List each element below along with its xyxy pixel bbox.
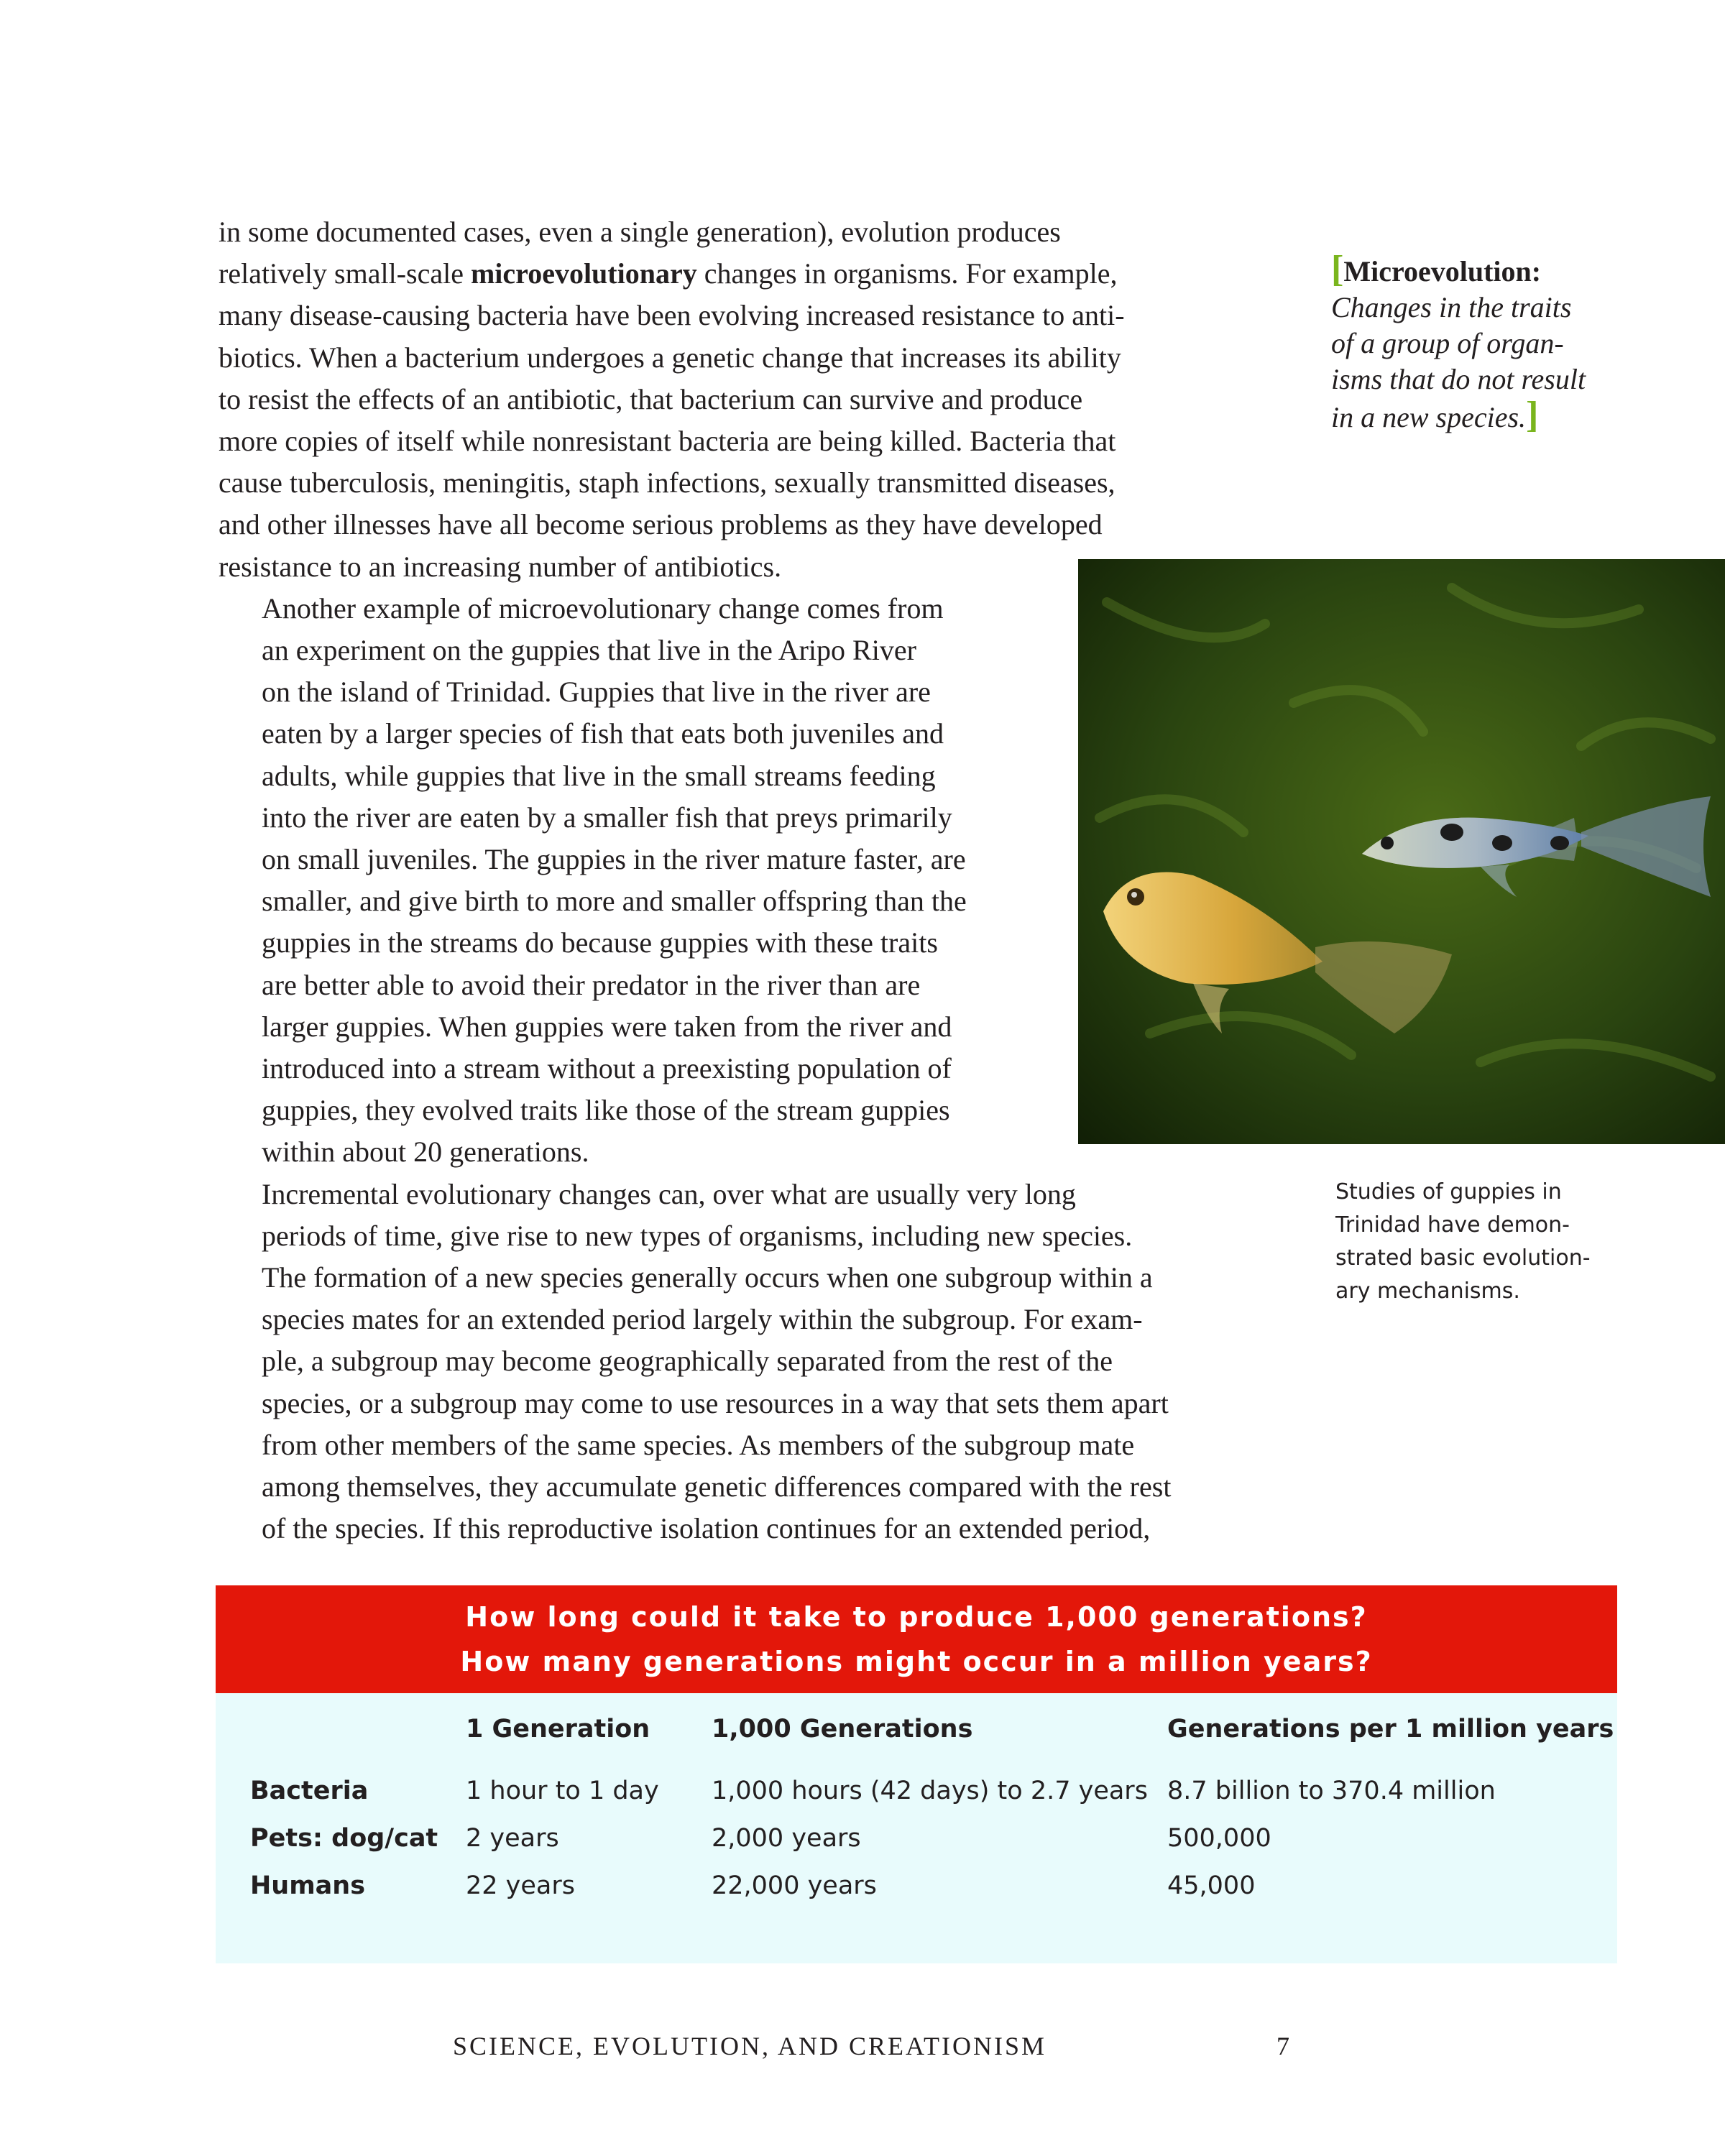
text-line: on small juveniles. The guppies in the river mature faster, are: [262, 843, 966, 876]
text-line: from other members of the same species. As members of the subgroup mate: [262, 1428, 1135, 1461]
definition-term-line: [1331, 249, 1647, 290]
definition-term: Microevolution:: [1343, 255, 1542, 287]
text-line: resistance to an increasing number of antibiotics.: [218, 550, 782, 583]
guppies-illustration: [1078, 559, 1725, 1144]
table-header-cell: 1,000 Generations: [712, 1715, 973, 1743]
text-line: biotics. When a bacterium undergoes a genetic change that increases its ability: [218, 341, 1121, 374]
generations-box-header: [216, 1585, 1617, 1693]
text-line: [218, 253, 1304, 295]
text-line: on the island of Trinidad. Guppies that live in the river are: [262, 676, 931, 709]
table-cell: 45,000: [1167, 1871, 1256, 1900]
table-cell: 1,000 hours (42 days) to 2.7 years: [712, 1777, 1148, 1805]
definition-line: isms that do not result: [1331, 363, 1586, 395]
table-cell: 2,000 years: [712, 1824, 861, 1853]
row-label: Pets: dog/cat: [250, 1824, 438, 1853]
text-line: an experiment on the guppies that live in the Aripo River: [262, 634, 916, 667]
text-line: to resist the effects of an antibiotic, that bacterium can survive and produce: [218, 382, 1083, 415]
text-line: periods of time, give rise to new types of organisms, including new species.: [262, 1219, 1133, 1252]
text-line: species, or a subgroup may come to use resources in a way that sets them apart: [262, 1386, 1169, 1419]
key-term-microevolutionary: microevolutionary: [470, 257, 697, 290]
text-line: many disease-causing bacteria have been evolving increased resistance to anti-: [218, 299, 1125, 332]
text-line: ple, a subgroup may become geographically separated from the rest of the: [262, 1345, 1113, 1378]
table-cell: 2 years: [466, 1824, 559, 1853]
table-cell: 22,000 years: [712, 1871, 877, 1900]
definition-line: of a group of organ-: [1331, 327, 1564, 359]
text-run: relatively small-scale: [218, 257, 471, 290]
paragraph: [218, 1174, 1304, 1550]
text-line: The formation of a new species generally occurs when one subgroup within a: [262, 1261, 1153, 1294]
text-line: larger guppies. When guppies were taken from the river and: [262, 1010, 952, 1043]
running-title: SCIENCE, EVOLUTION, AND CREATIONISM: [453, 2032, 1046, 2060]
definition-line: in a new species.: [1331, 401, 1527, 433]
row-label: Bacteria: [250, 1777, 369, 1805]
table-cell: 22 years: [466, 1871, 575, 1900]
text-line: guppies in the streams do because guppies with these traits: [262, 926, 938, 959]
generations-box: [216, 1585, 1617, 1963]
page-number: 7: [1276, 2032, 1289, 2060]
text-line: species mates for an extended period largely within the subgroup. For exam-: [262, 1303, 1143, 1336]
definition-last-line: [1331, 397, 1647, 436]
text-line: and other illnesses have all become serious problems as they have developed: [218, 508, 1103, 541]
table-cell: 8.7 billion to 370.4 million: [1167, 1777, 1496, 1805]
text-run: changes in organisms. For example,: [696, 257, 1118, 290]
close-bracket: ]: [1526, 395, 1539, 436]
text-line: introduced into a stream without a preexisting population of: [262, 1052, 952, 1085]
text-line: are better able to avoid their predator in the river than are: [262, 968, 921, 1001]
row-label: Humans: [250, 1871, 366, 1900]
text-line: smaller, and give birth to more and smaller offspring than the: [262, 885, 967, 918]
table-cell: 500,000: [1167, 1824, 1271, 1853]
text-line: cause tuberculosis, meningitis, staph infections, sexually transmitted diseases,: [218, 466, 1116, 499]
question-line: How long could it take to produce 1,000 generations?: [465, 1601, 1368, 1633]
caption-line: Studies of guppies in: [1335, 1179, 1562, 1204]
table-header-cell: Generations per 1 million years: [1167, 1715, 1614, 1743]
text-line: within about 20 generations.: [262, 1135, 589, 1169]
text-line: of the species. If this reproductive isolation continues for an extended period,: [262, 1512, 1151, 1545]
table-header-cell: 1 Generation: [466, 1715, 650, 1743]
paragraph: [218, 211, 1304, 588]
page-footer: [453, 2031, 1387, 2067]
definition-line: Changes in the traits: [1331, 291, 1572, 323]
text-line: Another example of microevolutionary change comes from: [262, 591, 944, 625]
photo-caption: [1335, 1176, 1637, 1308]
question-line: How many generations might occur in a million years?: [460, 1646, 1373, 1677]
text-line: more copies of itself while nonresistant bacteria are being killed. Bacteria that: [218, 425, 1116, 458]
text-line: into the river are eaten by a smaller fish that preys primarily: [262, 801, 952, 834]
text-line: in some documented cases, even a single generation), evolution produces: [218, 216, 1061, 248]
open-bracket: [: [1331, 249, 1344, 290]
text-line: eaten by a larger species of fish that eats both juveniles and: [262, 717, 944, 750]
guppies-photo: [1078, 559, 1725, 1144]
text-line: adults, while guppies that live in the small streams feeding: [262, 759, 936, 792]
margin-definition: [1331, 249, 1647, 436]
caption-line: Trinidad have demon-: [1335, 1212, 1570, 1238]
caption-line: strated basic evolution-: [1335, 1245, 1591, 1271]
caption-line: ary mechanisms.: [1335, 1279, 1520, 1304]
table-cell: 1 hour to 1 day: [466, 1777, 659, 1805]
text-line: guppies, they evolved traits like those of the stream guppies: [262, 1094, 950, 1127]
text-line: among themselves, they accumulate genetic differences compared with the rest: [262, 1470, 1172, 1503]
text-line: Incremental evolutionary changes can, over what are usually very long: [262, 1177, 1076, 1210]
